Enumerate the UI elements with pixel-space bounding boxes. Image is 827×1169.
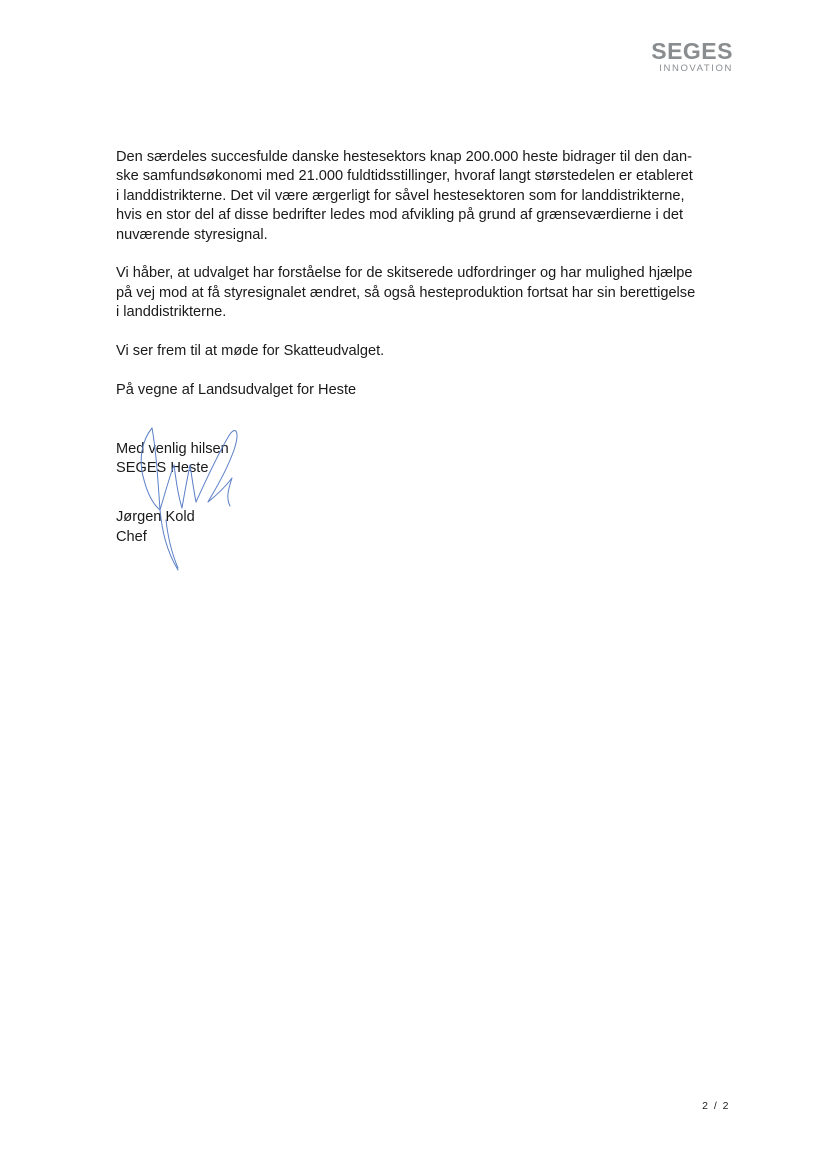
page-number: 2 / 2 — [702, 1100, 730, 1112]
logo-sub-text: INNOVATION — [659, 63, 733, 74]
letter-body — [116, 148, 728, 420]
text-line: Vi ser frem til at møde for Skatteudvalget. — [116, 343, 385, 360]
paragraph-economy — [116, 148, 728, 245]
seges-innovation-logo — [651, 39, 733, 75]
paragraph-on-behalf — [116, 381, 728, 400]
text-line: hvis en stor del af disse bedrifter ledes mod afvikling på grund af grænseværdierne i det — [116, 207, 684, 224]
logo-main-text: SEGES — [651, 38, 733, 64]
signer-title: Chef — [116, 528, 147, 545]
paragraph-request — [116, 264, 728, 322]
closing-greeting: Med venlig hilsen — [116, 441, 229, 457]
text-line: i landdistrikterne. — [116, 304, 227, 321]
signature-block — [116, 440, 416, 547]
signer-name: Jørgen Kold — [116, 509, 195, 526]
text-line: Vi håber, at udvalget har forståelse for de skitserede udfordringer og har mulighed hjælpe — [116, 265, 693, 282]
text-line: Den særdeles succesfulde danske hestesektors knap 200.000 heste bidrager til den dan- — [116, 149, 692, 165]
text-line: ske samfundsøkonomi med 21.000 fuldtidsstillinger, hvoraf langt størstedelen er etableret — [116, 168, 693, 185]
text-line: På vegne af Landsudvalget for Heste — [116, 381, 357, 398]
text-line: på vej mod at få styresignalet ændret, så også hesteproduktion fortsat har sin berettigelse — [116, 284, 696, 301]
text-line: i landdistrikterne. Det vil være ærgerligt for såvel hestesektoren som for landdistrikterne, — [116, 187, 685, 204]
signer-organization: SEGES Heste — [116, 460, 209, 477]
paragraph-meeting — [116, 342, 728, 361]
text-line: nuværende styresignal. — [116, 226, 268, 243]
